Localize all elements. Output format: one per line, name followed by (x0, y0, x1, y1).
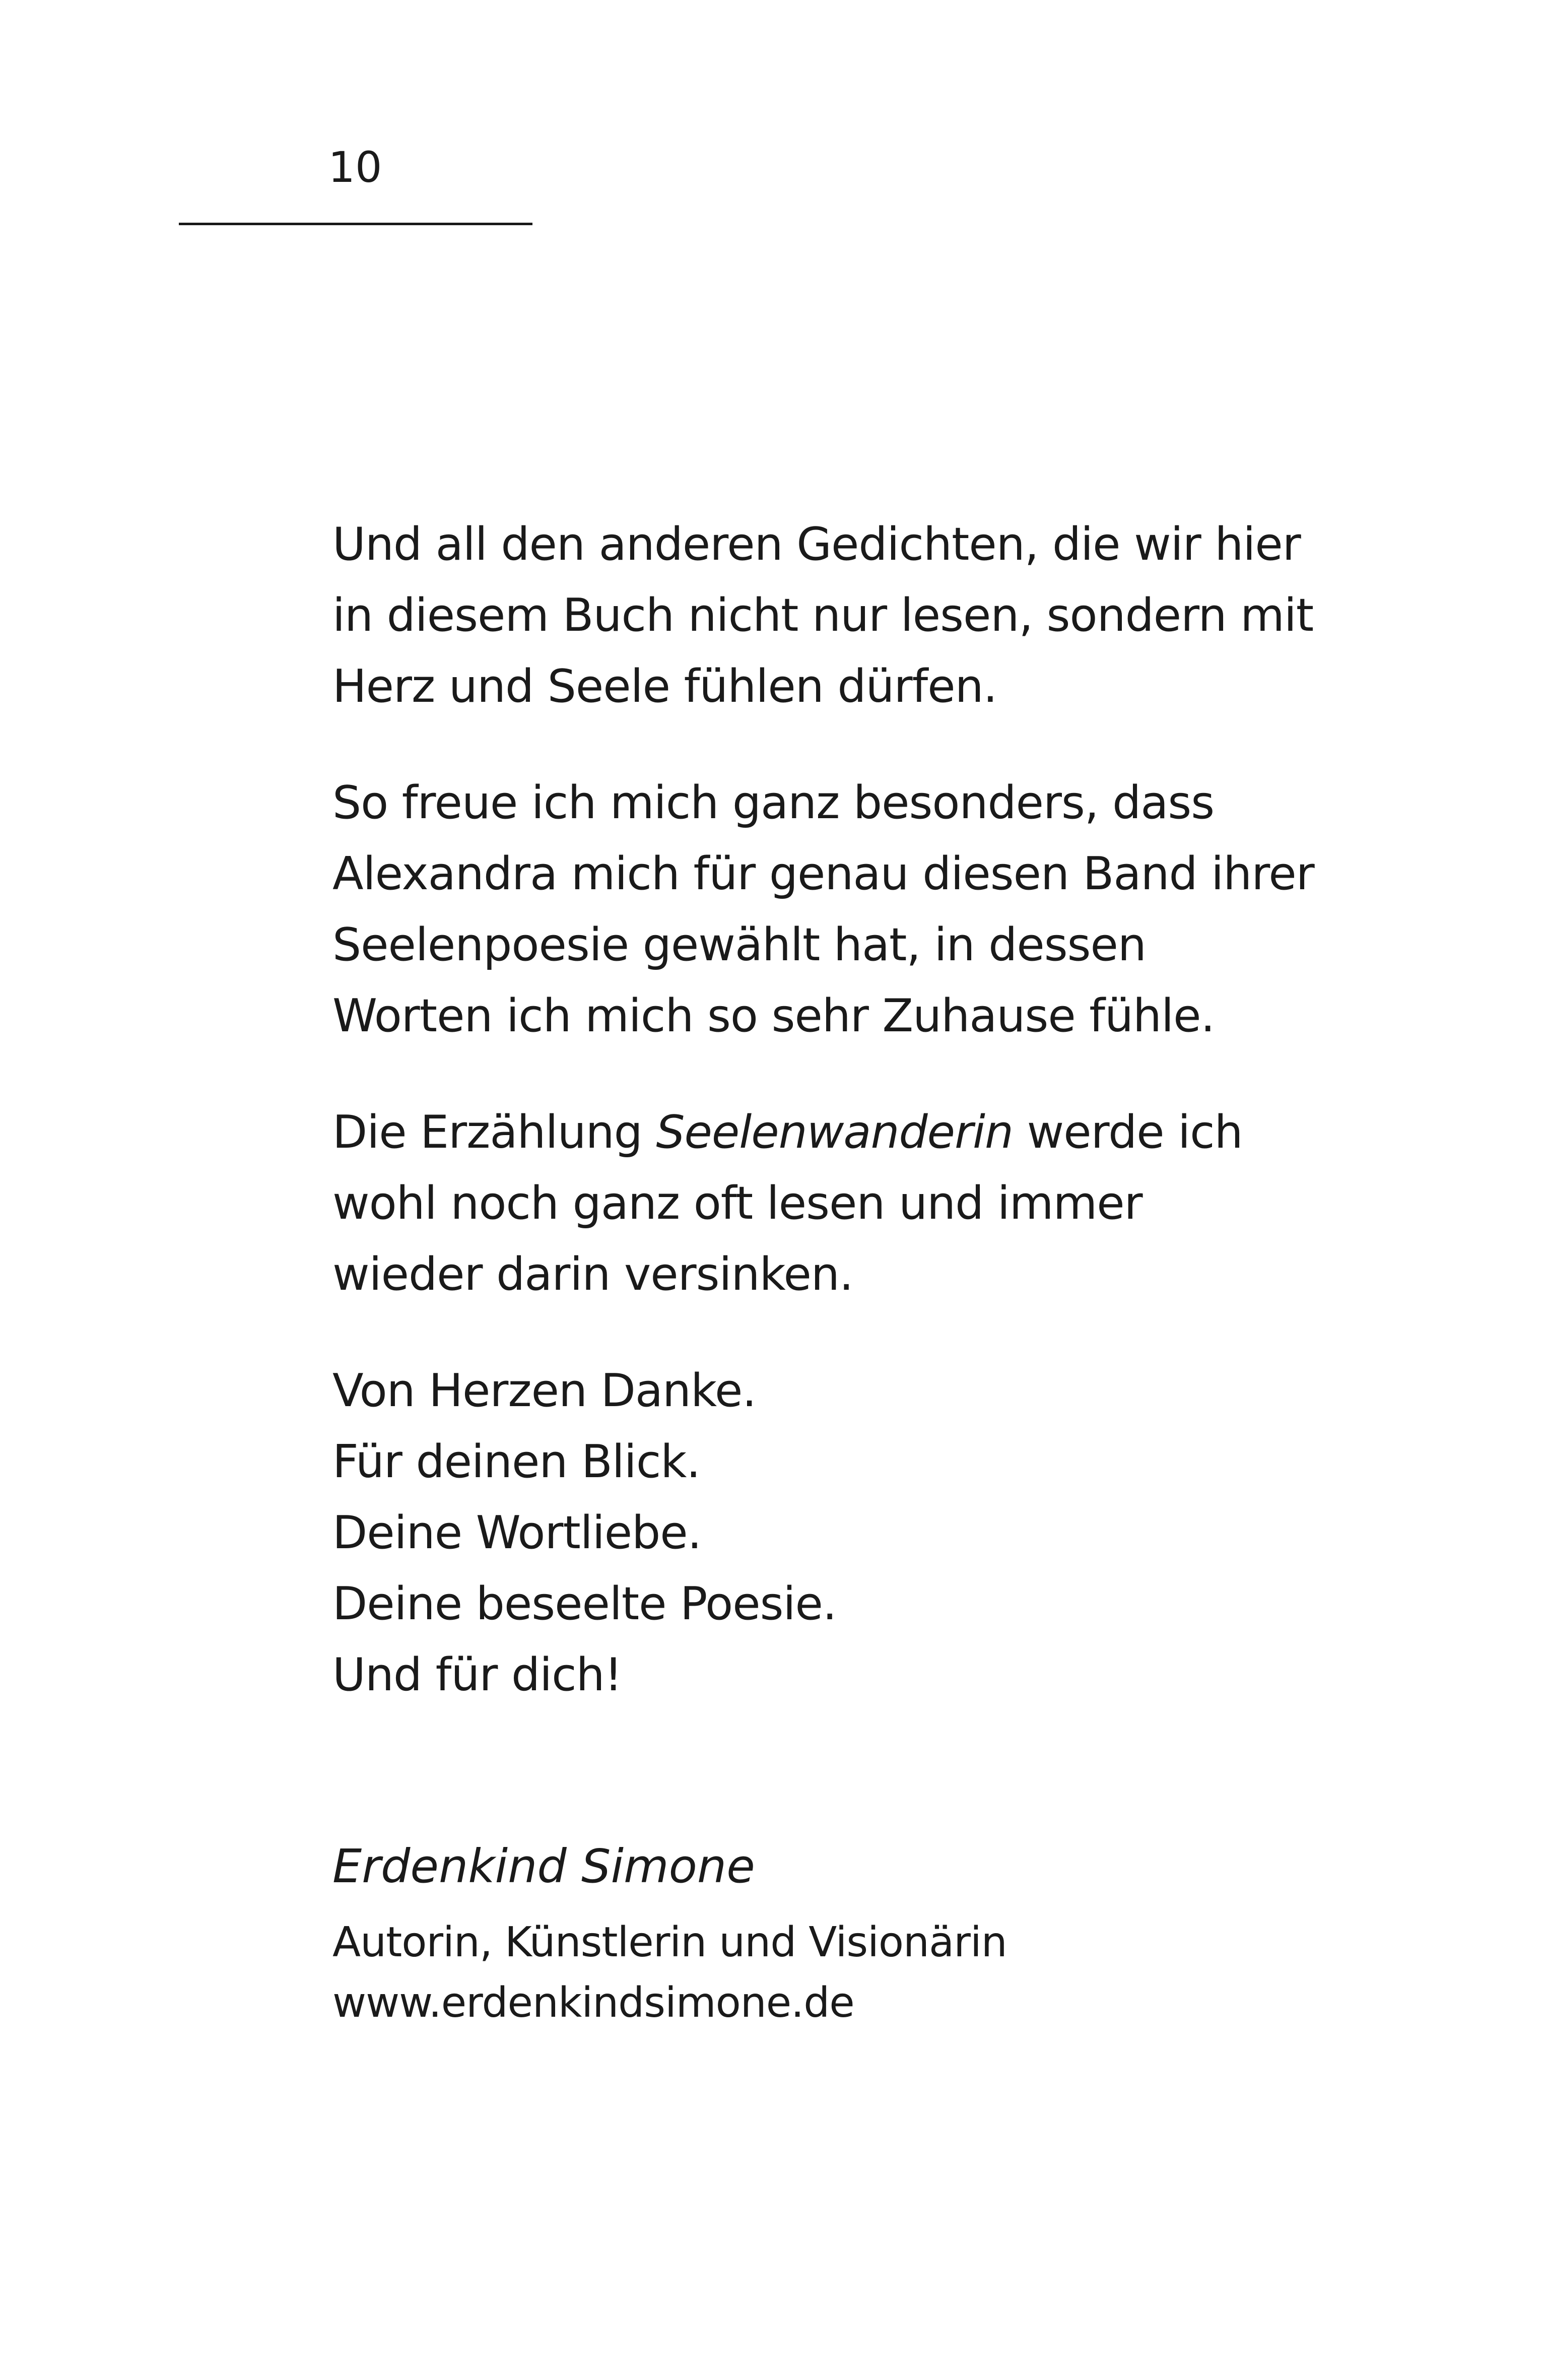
page-number: 10 (328, 143, 382, 192)
paragraph-2 (332, 767, 1314, 1051)
text-line: Alexandra mich für genau diesen Band ihrer (332, 847, 1314, 900)
text-line: wohl noch ganz oft lesen und immer (332, 1177, 1142, 1230)
text-line: Deine Wortliebe. (332, 1506, 702, 1559)
author-website: www.erdenkindsimone.de (332, 1979, 854, 2027)
text-line: Herz und Seele fühlen dürfen. (332, 660, 997, 713)
text-line (332, 1097, 1290, 1168)
author-role: Autorin, Künstlerin und Visionärin (332, 1919, 1007, 1966)
text-line: Deine beseelte Poesie. (332, 1577, 837, 1630)
text-line: in diesem Buch nicht nur lesen, sondern mit (332, 589, 1314, 642)
header-rule (179, 223, 532, 225)
paragraph-3 (332, 1097, 1290, 1310)
text-line: Für deinen Blick. (332, 1435, 701, 1488)
text-line: Und für dich! (332, 1648, 622, 1701)
text-segment: werde ich (1013, 1106, 1243, 1159)
book-title-italic: Seelenwanderin (656, 1106, 1014, 1159)
text-line: Von Herzen Danke. (332, 1364, 756, 1417)
text-line: Und all den anderen Gedichten, die wir hier (332, 518, 1301, 571)
text-segment: Die Erzählung (332, 1106, 656, 1159)
paragraph-1 (332, 509, 1314, 722)
text-line: Seelenpoesie gewählt hat, in dessen (332, 918, 1146, 971)
text-line: So freue ich mich ganz besonders, dass (332, 776, 1215, 829)
text-line: Worten ich mich so sehr Zuhause fühle. (332, 989, 1215, 1042)
paragraph-4 (332, 1355, 1290, 1710)
author-name: Erdenkind Simone (332, 1839, 755, 1893)
text-line: wieder darin versinken. (332, 1248, 853, 1301)
signature-block (332, 1834, 1290, 2033)
body-text (332, 509, 1314, 1756)
